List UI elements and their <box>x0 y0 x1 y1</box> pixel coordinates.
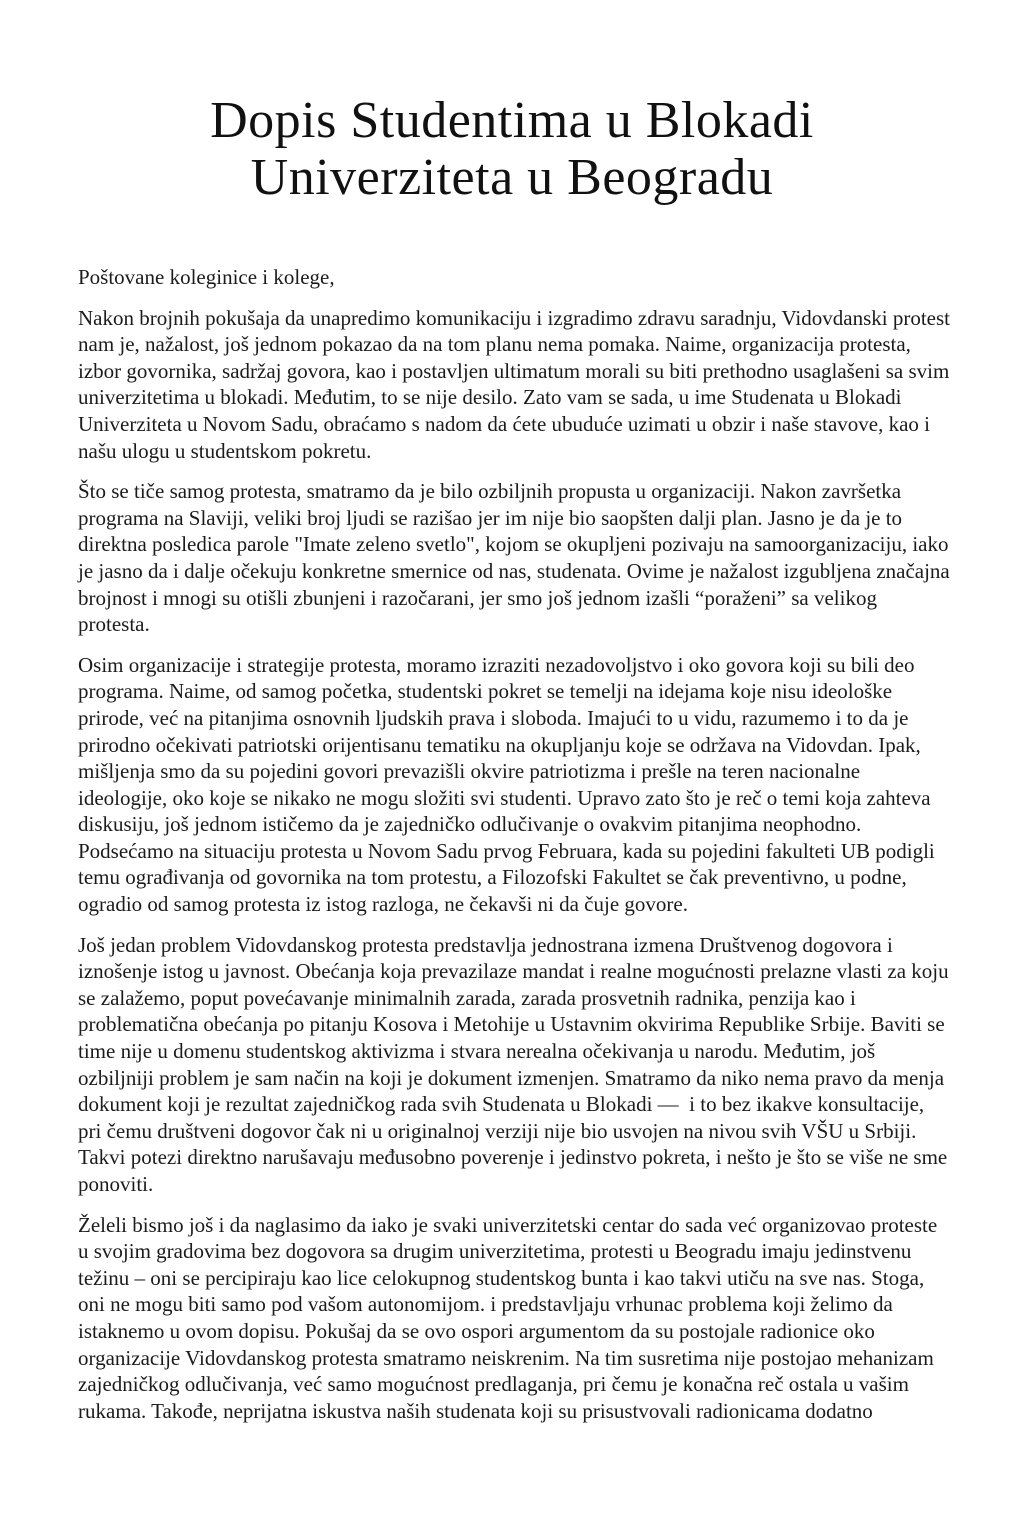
title-line-1: Dopis Studentima u Blokadi <box>210 92 814 149</box>
paragraph-4: Još jedan problem Vidovdanskog protesta predstavlja jednostrana izmena Društvenog dogovora i iznošenje istog u javnost. Obećanja koja prevazilaze mandat i realne mogućnosti prelazne vlasti za koju se zalažemo, poput povećavanje minimalnih zarada, zarada prosvetnih radnika, penzija kao i problematična obećanja po pitanju Kosova i Metohije u Ustavnim okvirima Republike Srbije. Baviti se time nije u domenu studentskog aktivizma i stvara nerealna očekivanja u narodu. Međutim, još ozbiljniji problem je sam način na koji je dokument izmenjen. Smatramo da niko nema pravo da menja dokument koji je rezultat zajedničkog rada svih Studenata u Blokadi — i to bez ikakve konsultacije, pri čemu društveni dogovor čak ni u originalnoj verziji nije bio usvojen na nivou svih VŠU u Srbiji. Takvi potezi direktno narušavaju međusobno poverenje i jedinstvo pokreta, i nešto je što se više ne sme ponoviti. <box>78 932 954 1196</box>
title-line-2: Univerziteta u Beogradu <box>250 149 774 206</box>
letter-body <box>78 264 956 1424</box>
salutation: Poštovane koleginice i kolege, <box>78 265 335 289</box>
document-title <box>0 92 1024 206</box>
paragraph-2: Što se tiče samog protesta, smatramo da je bilo ozbiljnih propusta u organizaciji. Nakon završetka programa na Slaviji, veliki broj ljudi se razišao jer im nije bio saopšten dalji plan. Jasno je da je to direktna posledica parole "Imate zeleno svetlo", kojom se okupljeni pozivaju na samoorganizaciju, iako je jasno da i dalje očekuju konkretne smernice od nas, studenata. Ovime je nažalost izgubljena značajna brojnost i mnogi su otišli zbunjeni i razočarani, jer smo još jednom izašli “poraženi” sa velikog protesta. <box>78 479 956 637</box>
paragraph-1: Nakon brojnih pokušaja da unapredimo komunikaciju i izgradimo zdravu saradnju, Vidovdanski protest nam je, nažalost, još jednom pokazao da na tom planu nema pomaka. Naime, organizacija protesta, izbor govornika, sadržaj govora, kao i postavljen ultimatum morali su biti prethodno usaglašeni sa svim univerzitetima u blokadi. Međutim, to se nije desilo. Zato vam se sada, u ime Studenata u Blokadi Univerziteta u Novom Sadu, obraćamo s nadom da ćete ubuduće uzimati u obzir i naše stavove, kao i našu ulogu u studentskom pokretu. <box>78 305 956 463</box>
paragraph-3: Osim organizacije i strategije protesta, moramo izraziti nezadovoljstvo i oko govora koji su bili deo programa. Naime, od samog početka, studentski pokret se temelji na idejama koje nisu ideološke prirode, već na pitanjima osnovnih ljudskih prava i sloboda. Imajući to u vidu, razumemo i to da je prirodno očekivati patriotski orijentisanu tematiku na okupljanju koje se održava na Vidovdan. Ipak, mišljenja smo da su pojedini govori prevazišli okvire patriotizma i prešle na teren nacionalne ideologije, oko koje se nikako ne mogu složiti svi studenti. Upravo zato što je reč o temi koja zahteva diskusiju, još jednom ističemo da je zajedničko odlučivanje o ovakvim pitanjima neophodno. Podsećamo na situaciju protesta u Novom Sadu prvog Februara, kada su pojedini fakulteti UB podigli temu ograđivanja od govornika na tom protestu, a Filozofski Fakultet se čak preventivno, u podne, ogradio od samog protesta iz istog razloga, ne čekavši ni da čuje govore. <box>78 652 941 917</box>
paragraph-5: Želeli bismo još i da naglasimo da iako je svaki univerzitetski centar do sada već organizovao proteste u svojim gradovima bez dogovora sa drugim univerzitetima, protesti u Beogradu imaju jedinstvenu težinu – oni se percipiraju kao lice celokupnog studentskog bunta i kao takvi utiču na sve nas. Stoga, oni ne mogu biti samo pod vašom autonomijom. i predstavljaju vrhunac problema koji želimo da istaknemo u ovom dopisu. Pokušaj da se ovo ospori argumentom da su postojale radionice oko organizacije Vidovdanskog protesta smatramo neiskrenim. Na tim susretima nije postojao mehanizam zajedničkog odlučivanja, već samo mogućnost predlaganja, pri čemu je konačna reč ostala u vašim rukama. Takođe, neprijatna iskustva naših studenata koji su prisustvovali radionicama dodatno <box>78 1212 943 1423</box>
